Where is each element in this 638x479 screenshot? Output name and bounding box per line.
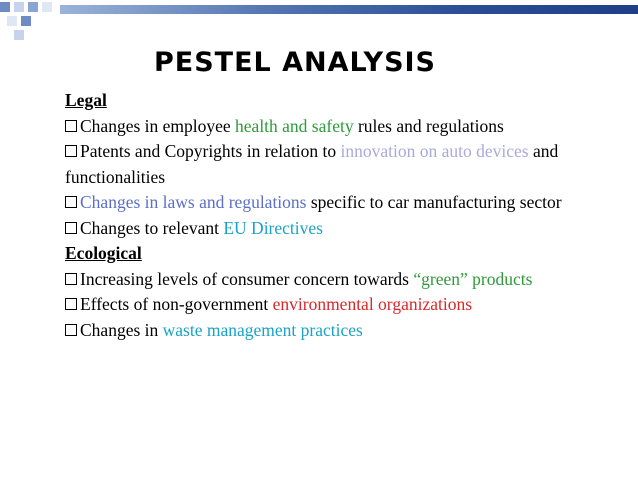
highlighted-text: innovation on auto devices	[340, 141, 529, 161]
bullet-item	[65, 318, 625, 344]
bullet-text: Changes in employee	[80, 115, 236, 136]
bullet-item	[65, 292, 625, 318]
shadowed-square-bullet-icon	[65, 273, 78, 286]
shadowed-square-bullet-icon	[65, 298, 78, 311]
highlighted-text: “green” products	[413, 268, 533, 289]
bullet-text: Increasing levels of consumer concern towards	[80, 268, 414, 289]
bullet-item	[65, 267, 625, 293]
bullet-text: Changes in	[80, 319, 163, 340]
bullet-item	[65, 114, 625, 140]
bullet-item	[65, 190, 625, 216]
slide-content	[65, 88, 625, 343]
shadowed-square-bullet-icon	[65, 120, 78, 133]
bullet-text: specific to car manufacturing sector	[306, 192, 562, 212]
highlighted-text: health and safety	[235, 115, 354, 136]
section-heading: Ecological	[65, 243, 142, 263]
shadowed-square-bullet-icon	[65, 324, 78, 337]
bullet-text: Patents and Copyrights in relation to	[80, 141, 341, 161]
top-accent-bar	[60, 5, 638, 14]
bullet-text: and functionalities	[65, 141, 559, 187]
page-title: PESTEL ANALYSIS	[153, 47, 437, 78]
bullet-text: rules and regulations	[353, 115, 504, 136]
highlighted-text: waste management practices	[162, 319, 363, 340]
decorative-squares-icon	[0, 0, 60, 42]
section-heading: Legal	[65, 90, 107, 110]
bullet-item	[65, 139, 625, 190]
highlighted-text: environmental organizations	[272, 294, 473, 314]
bullet-text: Effects of non-government	[80, 294, 273, 314]
shadowed-square-bullet-icon	[65, 222, 78, 235]
shadowed-square-bullet-icon	[65, 145, 78, 158]
bullet-text: Changes to relevant	[80, 217, 224, 238]
bullet-item	[65, 216, 625, 242]
shadowed-square-bullet-icon	[65, 196, 78, 209]
highlighted-text: EU Directives	[223, 217, 323, 238]
highlighted-text: Changes in laws and regulations	[80, 192, 307, 212]
